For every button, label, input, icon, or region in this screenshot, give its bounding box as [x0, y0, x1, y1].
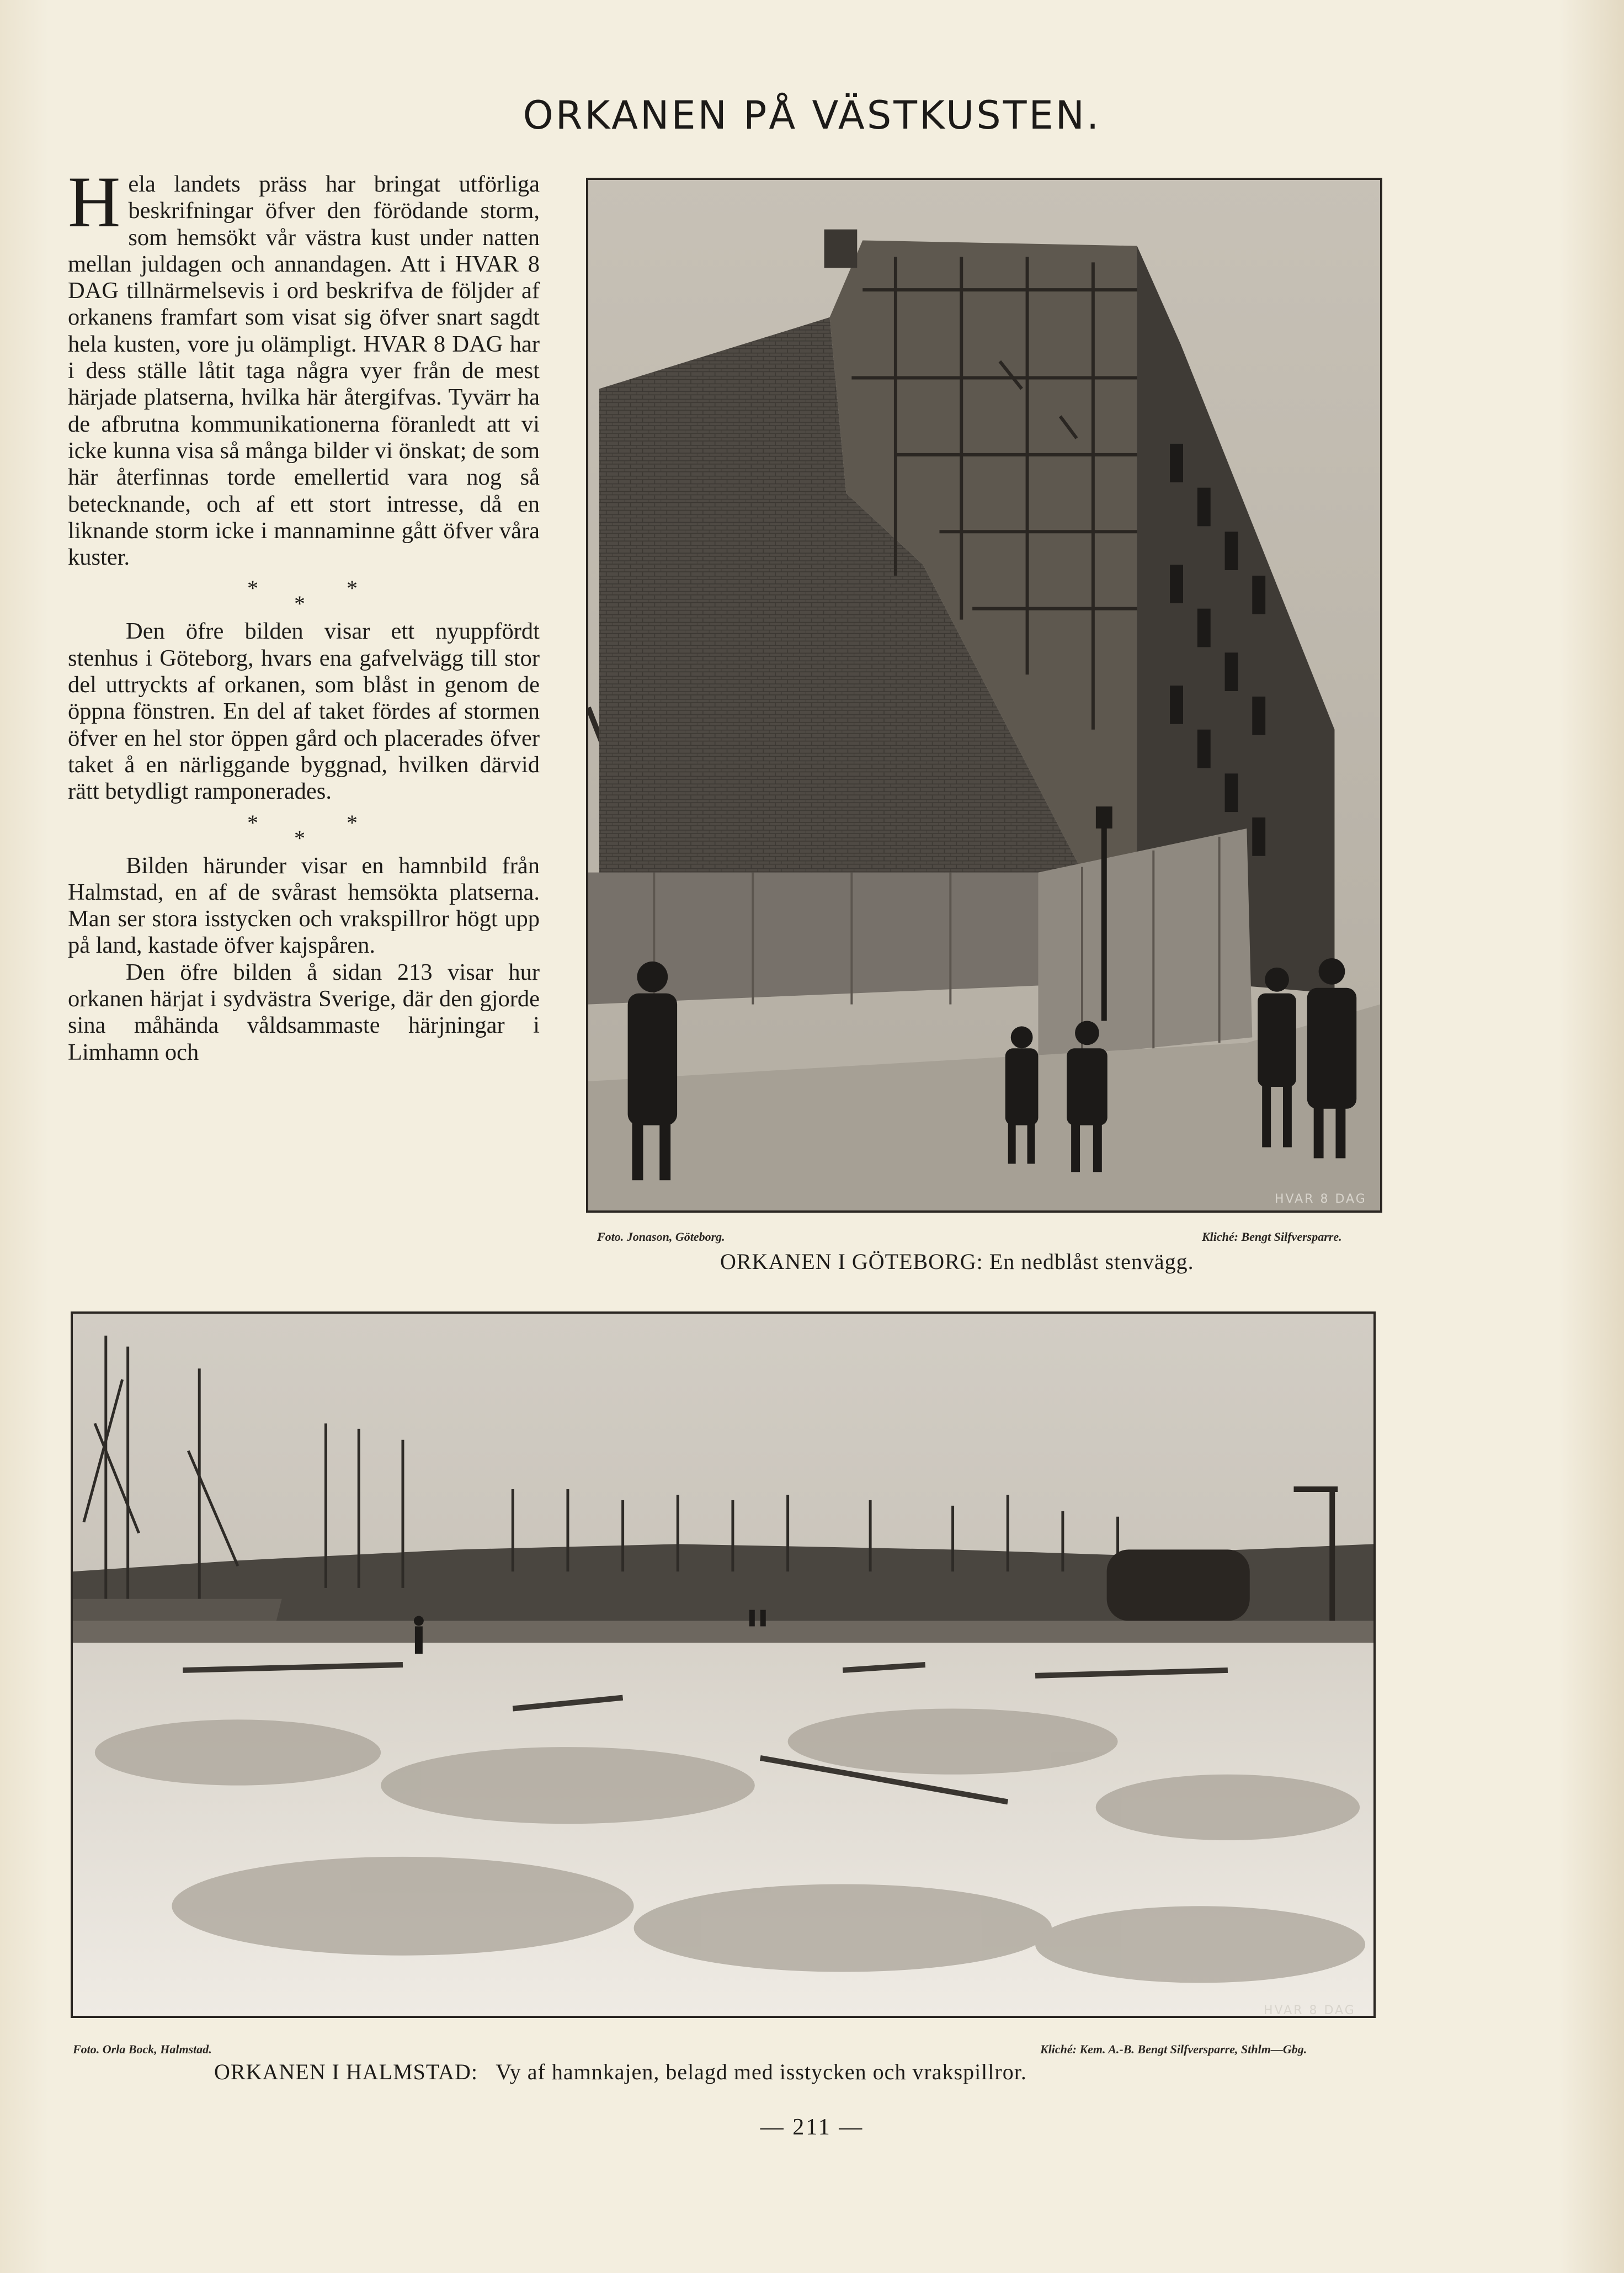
separator-star: *	[247, 810, 258, 835]
photo-goteborg-credit-left: Foto. Jonason, Göteborg.	[597, 1230, 725, 1244]
separator-star: *	[247, 576, 258, 601]
photo-halmstad-image	[73, 1314, 1373, 2016]
photo-halmstad-credit-right: Kliché: Kem. A.-B. Bengt Silfversparre, Sthlm—Gbg.	[1040, 2042, 1307, 2056]
page-number: — 211 —	[760, 2115, 864, 2140]
paragraph-1	[68, 161, 540, 571]
photo-halmstad	[71, 1311, 1376, 2018]
photo-goteborg-image	[588, 180, 1380, 1210]
drop-cap: H	[68, 161, 121, 242]
photo-goteborg-credit-right: Kliché: Bengt Silfversparre.	[1202, 1230, 1342, 1244]
separator-star: *	[294, 825, 305, 851]
paragraph-2: Den öfre bilden visar ett nyuppfördt stenhus i Göteborg, hvars ena gafvelvägg till stor del uttryckts af orkanen, som blåst in genom de öppna fönstren. En del af taket fördes af stormen öfver en hel stor öppen gård och placerades öfver taket å en närliggande byggnad, hvilken därvid rätt betydligt ramponerades.	[68, 618, 540, 805]
paragraph-1-text: ela landets präss har bringat utförliga beskrifningar öfver den förödande storm, som hemsökt vår västra kust under natten mellan juldagen och annandagen. Att i HVAR 8 DAG tillnärmelsevis i ord beskrifva de följder af orkanens framfart som visat sig öfver snart sagdt hela kusten, vore ju olämpligt. HVAR 8 DAG har i dess ställe låtit taga några vyer från de mest härjade platserna, hvilka här återgifvas. Tyvärr ha de afbrutna kommunikationerna föranledt att vi icke kunna visa så många bilder vi önskat; de som här återfinnas torde emellertid vara nog så betecknande, och af ett stort intresse, då en liknande storm icke i mannaminne gått öfver våra kuster.	[68, 171, 540, 571]
paragraph-4: Den öfre bilden å sidan 213 visar hur orkanen härjat i sydvästra Sverige, där den gjorde sina måhända våldsammaste härjningar i Limhamn och	[68, 959, 540, 1065]
photo-halmstad-caption-text: Vy af hamnkajen, belagd med isstycken och vrakspillror.	[496, 2059, 1027, 2084]
article-column	[68, 161, 540, 1066]
photo-halmstad-credit-left: Foto. Orla Bock, Halmstad.	[73, 2042, 212, 2056]
photo-goteborg-caption: ORKANEN I GÖTEBORG: En nedblåst stenvägg.	[720, 1249, 1194, 1274]
photo-halmstad-caption	[214, 2059, 1027, 2085]
photo-goteborg	[586, 178, 1382, 1213]
page-headline: ORKANEN PÅ VÄSTKUSTEN.	[523, 93, 1101, 138]
separator-star: *	[347, 810, 358, 835]
paragraph-3: Bilden härunder visar en hamnbild från Halmstad, en af de svårast hemsökta platserna. Man ser stora isstycken och vrakspillror högt upp på land, kastade öfver kajspåren.	[68, 852, 540, 959]
section-separator	[68, 805, 540, 853]
separator-star: *	[294, 591, 305, 617]
separator-star: *	[347, 576, 358, 601]
section-separator	[68, 571, 540, 618]
photo-halmstad-caption-label: ORKANEN I HALMSTAD:	[214, 2059, 478, 2084]
photo-halmstad-stamp: HVAR 8 DAG	[1264, 2004, 1356, 2017]
photo-goteborg-stamp: HVAR 8 DAG	[1275, 1192, 1367, 1206]
